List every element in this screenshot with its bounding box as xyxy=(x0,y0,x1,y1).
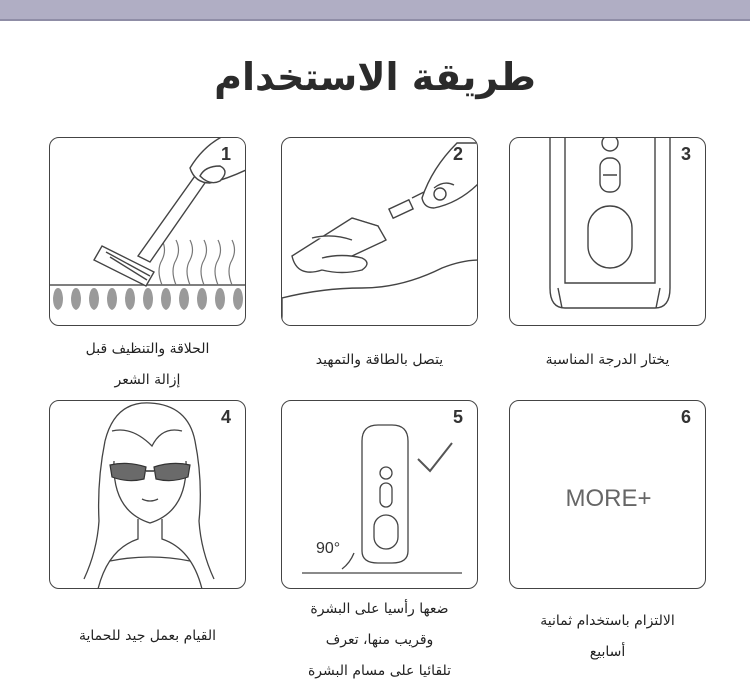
step-number: 5 xyxy=(452,407,463,427)
angle-label: 90° xyxy=(316,540,341,557)
device-level-illustration xyxy=(510,138,706,326)
page-title: طريقة الاستخدام xyxy=(214,55,536,99)
step-6-caption-line1: الالتزام باستخدام ثمانية xyxy=(540,613,675,629)
step-3-caption-line1: يختار الدرجة المناسبة xyxy=(545,352,670,368)
step-number: 1 xyxy=(220,144,231,164)
step-5-caption-line3: تلقائيا على مسام البشرة xyxy=(307,663,452,679)
step-5-caption-line1: ضعها رأسيا على البشرة xyxy=(310,601,449,617)
step-caption-1 xyxy=(49,334,246,396)
top-banner-divider xyxy=(0,19,750,21)
step-1-caption-line2: إزالة الشعر xyxy=(114,372,181,388)
step-5-caption-line2: وقريب منها، تعرف xyxy=(325,632,434,648)
step-1-caption-line1: الحلاقة والتنظيف قبل xyxy=(85,341,210,357)
step-card-5 xyxy=(281,400,478,589)
step-2-caption-line1: يتصل بالطاقة والتمهيد xyxy=(315,352,444,368)
power-on-illustration xyxy=(282,138,478,326)
step-caption-2 xyxy=(281,345,478,376)
step-number: 4 xyxy=(220,407,231,427)
step-card-1 xyxy=(49,137,246,326)
step-card-4 xyxy=(49,400,246,589)
step-caption-4 xyxy=(49,621,246,652)
step-number: 2 xyxy=(452,144,463,164)
step-card-3 xyxy=(509,137,706,326)
step-card-6 xyxy=(509,400,706,589)
step-caption-6 xyxy=(509,606,706,668)
step-caption-5 xyxy=(281,594,478,687)
shaving-illustration xyxy=(50,138,246,326)
step-4-caption-line1: القيام بعمل جيد للحماية xyxy=(78,628,217,644)
step-caption-3 xyxy=(509,345,706,376)
vertical-placement-illustration xyxy=(282,401,478,589)
more-label: MORE+ xyxy=(565,485,652,512)
step-6-caption-line2: أسابيع xyxy=(589,644,626,660)
protection-goggles-illustration xyxy=(50,401,246,589)
top-banner-bar xyxy=(0,0,750,19)
step-card-2 xyxy=(281,137,478,326)
step-number: 3 xyxy=(680,144,691,164)
step-number: 6 xyxy=(680,407,691,427)
